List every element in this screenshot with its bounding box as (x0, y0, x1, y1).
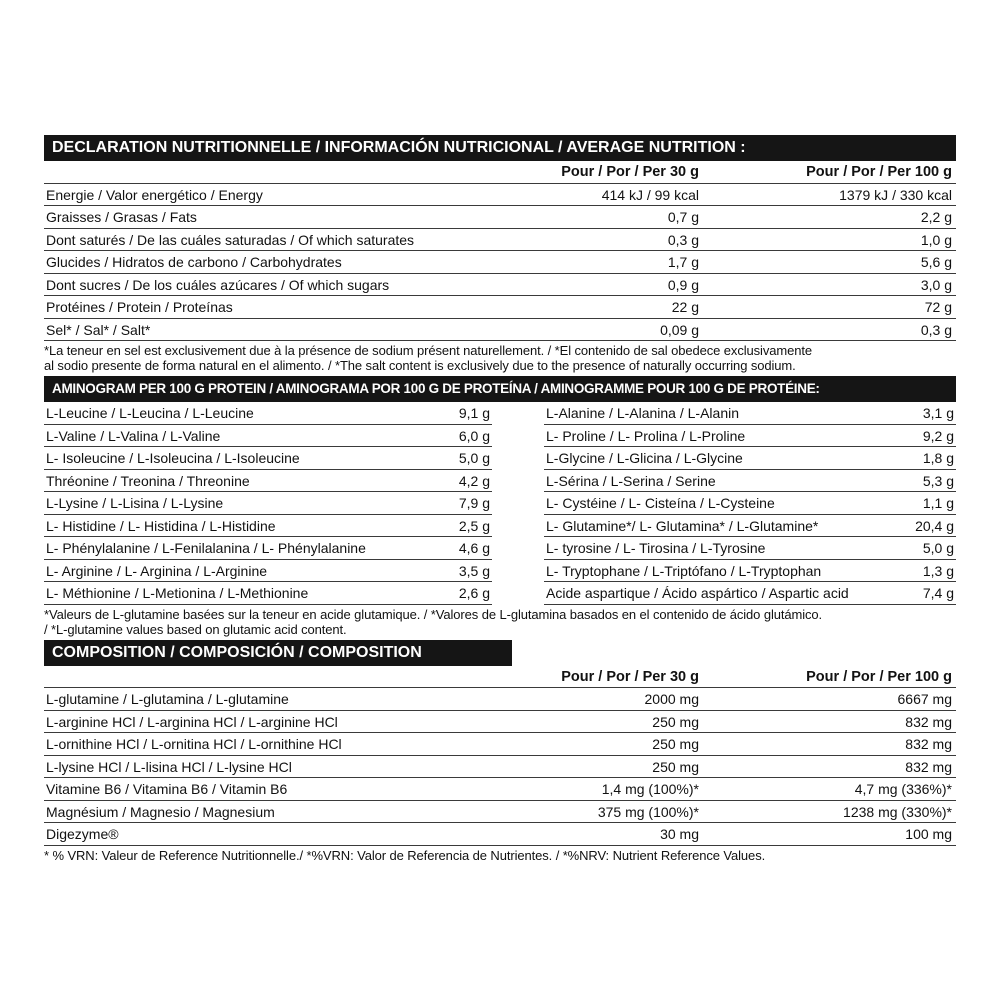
composition-row-value-100g: 6667 mg (897, 691, 952, 707)
amino-row-label: L- tyrosine / L- Tirosina / L-Tyrosine (546, 540, 766, 556)
nutrition-row-value-30g: 1,7 g (667, 254, 699, 270)
amino-row-label: L-Lysine / L-Lisina / L-Lysine (46, 495, 224, 511)
amino-row-value: 1,1 g (922, 495, 954, 511)
amino-row-value: 6,0 g (458, 427, 490, 444)
nutrition-row-value-30g: 0,7 g (667, 209, 699, 225)
nutrition-row (44, 229, 956, 252)
amino-row-label: L-Alanine / L-Alanina / L-Alanin (546, 405, 740, 421)
nutrition-row (44, 206, 956, 229)
nutrition-row-value-100g: 1,0 g (920, 231, 952, 248)
composition-row-label: L-lysine HCl / L-lisina HCl / L-lysine HCl (46, 758, 292, 775)
aminogram-left-column (44, 402, 492, 605)
composition-row (44, 711, 956, 734)
amino-row-label: L- Arginine / L- Arginina / L-Arginine (46, 562, 268, 579)
amino-row-value: 1,8 g (922, 450, 954, 466)
nutrition-row-value-30g: 0,3 g (667, 231, 699, 248)
composition-row-value-100g: 832 mg (905, 713, 952, 730)
amino-row (44, 447, 492, 470)
nutrition-row (44, 184, 956, 207)
amino-row-value: 2,5 g (458, 517, 490, 534)
nutrition-row-value-100g: 2,2 g (920, 209, 952, 225)
composition-row-label: Vitamine B6 / Vitamina B6 / Vitamin B6 (46, 781, 288, 797)
amino-row-label: L-Leucine / L-Leucina / L-Leucine (46, 405, 254, 421)
amino-row (544, 560, 956, 583)
aminogram-title: AMINOGRAM PER 100 G PROTEIN / AMINOGRAMA POR 100 G DE PROTEÍNA / AMINOGRAMME POUR 100 G DE PROTÉINE: (44, 376, 956, 402)
nutrition-row-value-100g: 1379 kJ / 330 kcal (839, 186, 952, 203)
amino-row (44, 560, 492, 583)
nrv-note: * % VRN: Valeur de Reference Nutritionnelle./ *%VRN: Valor de Referencia de Nutrientes. / *%NRV: Nutrient Reference Values. (44, 847, 766, 863)
amino-row-value: 5,3 g (922, 472, 954, 489)
amino-row-label: Acide aspartique / Ácido aspártico / Aspartic acid (546, 585, 849, 601)
amino-row-label: L- Méthionine / L-Metionina / L-Methionine (46, 585, 309, 601)
salt-note-line1: *La teneur en sel est exclusivement due à la présence de sodium présent naturellement. / *El contenido de sal obedece exclusivamente (44, 343, 812, 358)
composition-row-value-30g: 2000 mg (644, 691, 699, 707)
amino-row-label: L- Histidine / L- Histidina / L-Histidine (46, 517, 276, 534)
composition-row (44, 778, 956, 801)
nutrition-col2-header: Pour / Por / Per 100 g (806, 164, 952, 180)
amino-row-value: 3,1 g (922, 405, 954, 421)
nutrition-row-value-30g: 0,9 g (667, 276, 699, 293)
amino-row-value: 5,0 g (458, 450, 490, 466)
nutrition-row-value-30g: 0,09 g (660, 321, 699, 338)
glutamine-note (44, 605, 956, 640)
amino-row-label: Thréonine / Treonina / Threonine (46, 472, 250, 489)
composition-row-value-30g: 250 mg (652, 736, 699, 752)
composition-col2-header: Pour / Por / Per 100 g (806, 668, 952, 685)
amino-row-label: L- Glutamine*/ L- Glutamina* / L-Glutamine* (546, 517, 819, 534)
amino-row-value: 20,4 g (915, 517, 954, 534)
composition-rows (44, 688, 956, 846)
nutrition-row-label: Dont sucres / De los cuáles azúcares / Of which sugars (46, 276, 390, 293)
nutrition-row-label: Protéines / Protein / Proteínas (46, 299, 233, 315)
nutrition-label (44, 135, 956, 866)
amino-row (544, 425, 956, 448)
nutrition-row (44, 274, 956, 297)
composition-row-value-100g: 832 mg (905, 736, 952, 752)
amino-row (44, 425, 492, 448)
amino-row (544, 447, 956, 470)
amino-row-value: 7,9 g (458, 495, 490, 511)
composition-row-label: Digezyme® (46, 826, 119, 842)
composition-row-value-100g: 100 mg (905, 826, 952, 842)
amino-row-value: 3,5 g (458, 562, 490, 579)
amino-row-label: L- Cystéine / L- Cisteína / L-Cysteine (546, 495, 775, 511)
composition-row-value-30g: 250 mg (652, 713, 699, 730)
salt-note (44, 341, 956, 376)
aminogram-table (44, 402, 956, 605)
composition-row-label: L-glutamine / L-glutamina / L-glutamine (46, 691, 289, 707)
nutrition-row-value-30g: 414 kJ / 99 kcal (601, 186, 699, 203)
amino-row (44, 492, 492, 515)
amino-row-label: L- Isoleucine / L-Isoleucina / L-Isoleucine (46, 450, 300, 466)
nutrition-row-label: Graisses / Grasas / Fats (46, 209, 197, 225)
nutrition-row-value-100g: 5,6 g (920, 254, 952, 270)
composition-col1-header: Pour / Por / Per 30 g (561, 668, 699, 685)
nutrition-row-value-100g: 0,3 g (920, 321, 952, 338)
amino-row (544, 492, 956, 515)
composition-title: COMPOSITION / COMPOSICIÓN / COMPOSITION (44, 640, 512, 666)
nutrition-row-label: Energie / Valor energético / Energy (46, 186, 263, 203)
nutrition-row-label: Sel* / Sal* / Salt* (46, 321, 151, 338)
amino-row (44, 402, 492, 425)
amino-row-value: 1,3 g (922, 562, 954, 579)
nutrition-row (44, 319, 956, 342)
composition-row (44, 823, 956, 846)
nutrition-row-value-30g: 22 g (671, 299, 699, 315)
composition-row (44, 688, 956, 711)
amino-row-value: 2,6 g (458, 585, 490, 601)
composition-row-value-100g: 4,7 mg (336%)* (854, 781, 952, 797)
glutamine-note-line2: / *L-glutamine values based on glutamic acid content. (44, 621, 347, 637)
composition-row-value-30g: 1,4 mg (100%)* (601, 781, 699, 797)
aminogram-right-column (544, 402, 956, 605)
amino-row-label: L- Tryptophane / L-Triptófano / L-Tryptophan (546, 562, 822, 579)
amino-row-label: L- Proline / L- Prolina / L-Proline (546, 427, 746, 444)
nutrition-row-value-100g: 3,0 g (920, 276, 952, 293)
amino-row (544, 470, 956, 493)
amino-row (544, 402, 956, 425)
amino-row (544, 582, 956, 605)
amino-row-value: 9,2 g (922, 427, 954, 444)
composition-row-value-100g: 832 mg (905, 758, 952, 775)
nutrition-col1-header: Pour / Por / Per 30 g (561, 164, 699, 180)
composition-row-label: L-arginine HCl / L-arginina HCl / L-arginine HCl (46, 713, 338, 730)
amino-row (44, 537, 492, 560)
amino-row (544, 515, 956, 538)
nutrition-row-value-100g: 72 g (924, 299, 952, 315)
amino-row-value: 4,2 g (458, 472, 490, 489)
composition-row-label: L-ornithine HCl / L-ornitina HCl / L-ornithine HCl (46, 736, 342, 752)
composition-row (44, 801, 956, 824)
nutrition-rows (44, 184, 956, 342)
composition-row (44, 756, 956, 779)
composition-row-value-30g: 30 mg (660, 826, 699, 842)
composition-row (44, 733, 956, 756)
amino-row (44, 515, 492, 538)
amino-row-label: L-Sérina / L-Serina / Serine (546, 472, 716, 489)
amino-row (544, 537, 956, 560)
amino-row-label: L-Valine / L-Valina / L-Valine (46, 427, 221, 444)
composition-row-value-30g: 375 mg (100%)* (597, 803, 699, 820)
nutrition-row-label: Glucides / Hidratos de carbono / Carbohydrates (46, 254, 342, 270)
amino-row-label: L- Phénylalanine / L-Fenilalanina / L- Phénylalanine (46, 540, 366, 556)
composition-row-value-30g: 250 mg (652, 758, 699, 775)
nutrition-title: DECLARATION NUTRITIONNELLE / INFORMACIÓN NUTRICIONAL / AVERAGE NUTRITION : (44, 135, 956, 161)
nutrition-row-label: Dont saturés / De las cuáles saturadas / Of which saturates (46, 231, 415, 248)
amino-row-label: L-Glycine / L-Glicina / L-Glycine (546, 450, 743, 466)
amino-row-value: 7,4 g (922, 585, 954, 601)
nutrition-row (44, 251, 956, 274)
nutrition-row (44, 296, 956, 319)
amino-row-value: 9,1 g (458, 405, 490, 421)
composition-row-label: Magnésium / Magnesio / Magnesium (46, 803, 275, 820)
glutamine-note-line1: *Valeurs de L-glutamine basées sur la teneur en acide glutamique. / *Valores de L-glutamina basados en el contenido de ácido glutámico. (44, 606, 823, 622)
amino-row (44, 582, 492, 605)
composition-row-value-100g: 1238 mg (330%)* (843, 803, 952, 820)
amino-row-value: 4,6 g (458, 540, 490, 556)
salt-note-line2: al sodio presente de forma natural en el alimento. / *The salt content is exclusively due to the presence of naturally occurring sodium. (44, 358, 796, 373)
amino-row-value: 5,0 g (922, 540, 954, 556)
amino-row (44, 470, 492, 493)
nutrition-header-row (44, 161, 956, 184)
composition-header-row (44, 666, 956, 689)
